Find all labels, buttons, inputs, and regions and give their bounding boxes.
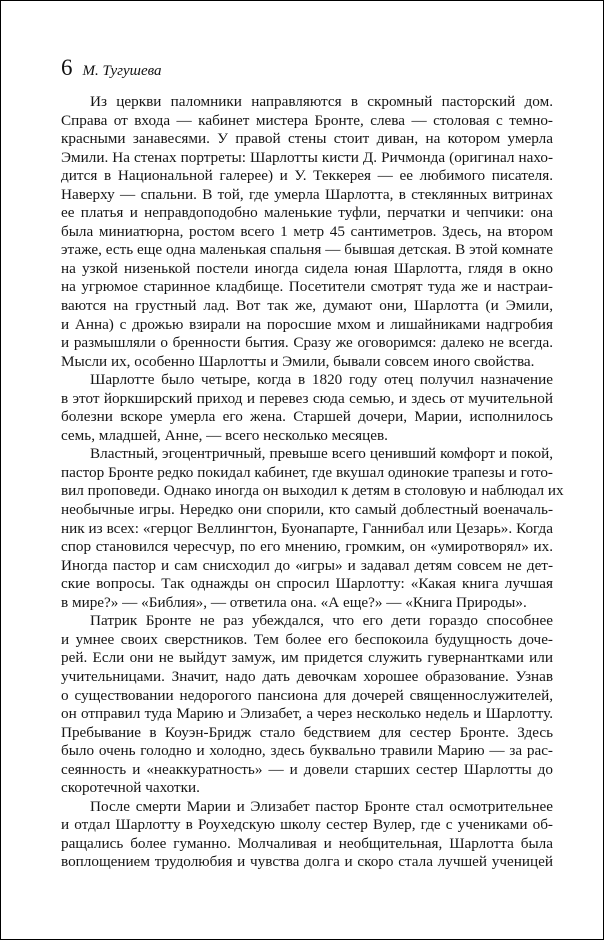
text-line: красными занавесями. У правой стены стоит диван, на котором умерла: [61, 130, 553, 148]
text-line: и размышляли о бренности бытия. Сразу же оговоримся: далеко не всегда.: [61, 334, 553, 352]
text-line: Наверху — спальни. В той, где умерла Шарлотта, в стеклянных витринах: [61, 185, 553, 203]
text-line: было очень голодно и холодно, здесь буквально травили Марию — за рас-: [61, 742, 553, 760]
text-line: Шарлотте было четыре, когда в 1820 году отец получил назначение: [90, 371, 553, 389]
text-line: этаже, есть еще одна маленькая спальня — бывшая детская. В этой комнате: [61, 241, 553, 259]
paragraph: [61, 612, 553, 797]
text-line: дится в Национальной галерее) и У. Теккерея — ее любимого писателя.: [61, 167, 553, 185]
text-line: спор становился чересчур, по его мнению, громким, он «умиротворял» их.: [61, 538, 553, 556]
paragraph: [61, 93, 553, 371]
text-line: Властный, эгоцентричный, превыше всего ценивший комфорт и покой,: [90, 445, 553, 463]
body-text: [61, 93, 564, 872]
text-line: Иногда пастор и сам снисходил до «игры» и задавал детям совсем не дет-: [61, 556, 553, 574]
text-line: в этот йоркширский приход и перевез сюда семью, и здесь от мучительной: [61, 389, 553, 407]
page-number: 6: [61, 55, 73, 80]
text-line: Эмили. На стенах портреты: Шарлотты кисти Д. Ричмонда (оригинал нахо-: [61, 148, 553, 166]
text-line: Пребывание в Коуэн-Бридж стало бедствием для сестер Бронте. Здесь: [61, 723, 553, 741]
text-line: учительницами. Значит, надо дать девочкам хорошее образование. Узнав: [61, 667, 553, 685]
text-line: Из церкви паломники направляются в скромный пасторский дом.: [90, 93, 553, 110]
text-line: воплощением трудолюбия и чувства долга и скоро стала лучшей ученицей: [61, 853, 553, 871]
text-line: вил проповеди. Однако иногда он выходил к детям в столовую и наблюдал их: [61, 482, 564, 500]
text-line: он отправил туда Марию и Элизабет, а через несколько недель и Шарлотту.: [61, 705, 553, 723]
text-line: на узкой низенькой постели иногда сидела юная Шарлотта, глядя в окно: [61, 259, 553, 277]
author-name: М. Тугушева: [82, 63, 162, 79]
text-line: сеянность и «неаккуратность» — и довели старших сестер Шарлотты до: [61, 760, 553, 778]
paragraph: [61, 798, 553, 872]
paragraph: [61, 445, 564, 612]
text-line: ваются на грустный лад. Вот так же, думают они, Шарлотта (и Эмили,: [61, 297, 553, 315]
paragraph: [61, 371, 553, 445]
text-line: была миниатюрна, ростом всего 1 метр 45 сантиметров. Здесь, на втором: [61, 222, 553, 240]
text-line: ские вопросы. Так однажды он спросил Шарлотту: «Какая книга лучшая: [61, 575, 553, 593]
text-line: и отдал Шарлотту в Роухедскую школу сестер Вулер, где с учениками об-: [61, 816, 553, 834]
text-line: и Анна) с дрожью взирали на поросшие мхом и лишайниками надгробия: [61, 315, 553, 333]
text-line: семь, младшей, Анне, — всего несколько месяцев.: [61, 426, 388, 444]
text-line: скоротечной чахотки.: [61, 779, 200, 797]
text-line: Мысли их, особенно Шарлотты и Эмили, бывали совсем иного свойства.: [61, 352, 535, 370]
text-line: болезни вскоре умерла его жена. Старшей дочери, Марии, исполнилось: [61, 408, 553, 426]
text-line: Патрик Бронте не раз убеждался, что его дети гораздо способнее: [90, 612, 553, 630]
text-line: рей. Если они не выйдут замуж, им придется служить гувернантками или: [61, 649, 553, 667]
text-line: на угрюмое старинное кладбище. Посетители смотрят туда же и настраи-: [61, 278, 553, 296]
text-line: ее платья и неправдоподобно маленькие туфли, перчатки и чепчики: она: [61, 204, 553, 222]
text-line: ращались более гуманно. Молчаливая и необщительная, Шарлотта была: [61, 834, 553, 852]
text-line: в мире?» — «Библия», — ответила она. «А еще?» — «Книга Природы».: [61, 593, 527, 611]
text-line: необычные игры. Нередко они спорили, кто самый доблестный военачаль-: [61, 501, 553, 519]
text-line: После смерти Марии и Элизабет пастор Бронте стал осмотрительнее: [90, 797, 553, 815]
text-line: и умнее своих сверстников. Тем более его беспокоила будущность доче-: [61, 630, 553, 648]
text-line: о существовании недорогого пансиона для дочерей священнослужителей,: [61, 686, 553, 704]
text-line: Справа от входа — кабинет мистера Бронте, слева — столовая с темно-: [61, 111, 553, 129]
running-head: [61, 55, 162, 81]
text-line: пастор Бронте редко покидал кабинет, где вкушал одинокие трапезы и гото-: [61, 463, 553, 481]
text-line: ник из всех: «герцог Веллингтон, Буонапарте, Ганнибал или Цезарь». Когда: [61, 519, 553, 537]
